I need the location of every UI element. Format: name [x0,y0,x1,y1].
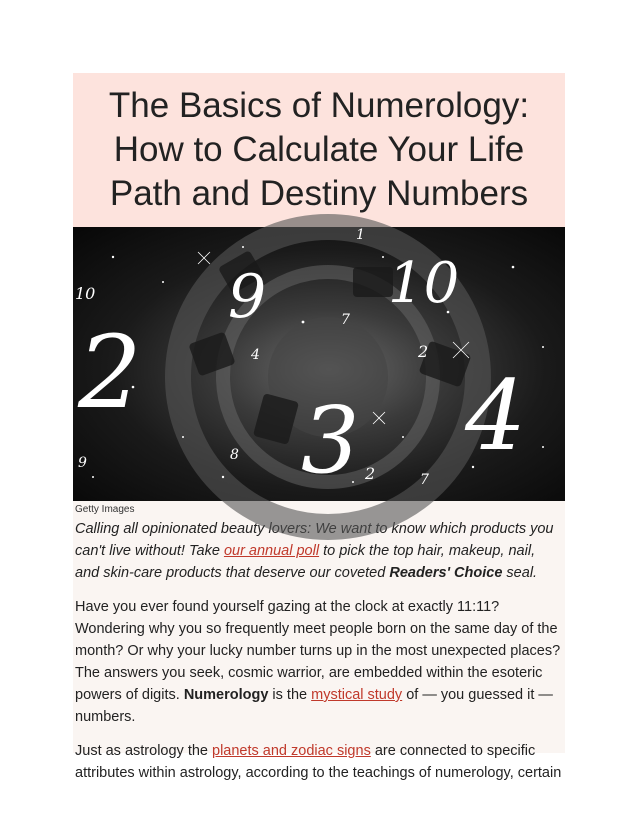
numeral: 9 [228,262,267,332]
zodiac-signs-link[interactable]: planets and zodiac signs [212,743,371,759]
numeral: 9 [78,455,87,471]
mystical-study-link[interactable]: mystical study [311,687,403,703]
readers-choice-text: Readers' Choice [389,565,503,581]
numeral: 2 [418,342,429,361]
intro-paragraph [75,596,563,728]
numeral: 8 [230,447,239,463]
numeral: 2 [78,314,142,431]
numeral: 2 [365,464,376,483]
numeral: 3 [301,387,360,494]
hero-image [73,227,565,501]
image-credit: Getty Images [75,504,135,515]
paragraph-text: Just as astrology the [75,743,213,759]
paragraph-text: are connected to specific attributes within astrology, according to the teachings of numerology, certain [75,743,562,781]
numeral: 4 [251,347,260,363]
numeral: 7 [420,472,429,488]
numerology-clock-illustration [73,227,565,501]
paragraph-text: Have you ever found yourself gazing at the clock at exactly 11:11? Wondering why you so frequently meet people born on the same day of the month? Or why your lucky number turns up in the most unexpected places? The answers you seek, cosmic warrior, are embedded within the esoteric powers of digits. [75,599,561,703]
article-title: The Basics of Numerology: How to Calculate Your Life Path and Destiny Numbers [108,86,530,213]
numeral: 10 [388,251,460,316]
article-page [73,73,565,781]
paragraph-text: of — you guessed it — numbers. [75,687,553,725]
promo-text: to pick the top hair, makeup, nail, and skin-care products that deserve our coveted [75,543,536,581]
promo-text: seal. [502,565,538,581]
numeral: 7 [341,312,350,328]
numeral: 1 [356,227,365,243]
poll-link[interactable]: our annual poll [223,543,320,559]
numerology-term: Numerology [183,687,269,703]
numeral: 10 [75,284,96,303]
title-banner [73,73,565,227]
paragraph-text: is the [268,687,312,703]
promo-text: Calling all opinionated beauty lovers: We want to know which products you can't live without! Take [75,521,554,559]
astrology-paragraph [75,740,563,784]
numeral: 4 [465,360,527,472]
